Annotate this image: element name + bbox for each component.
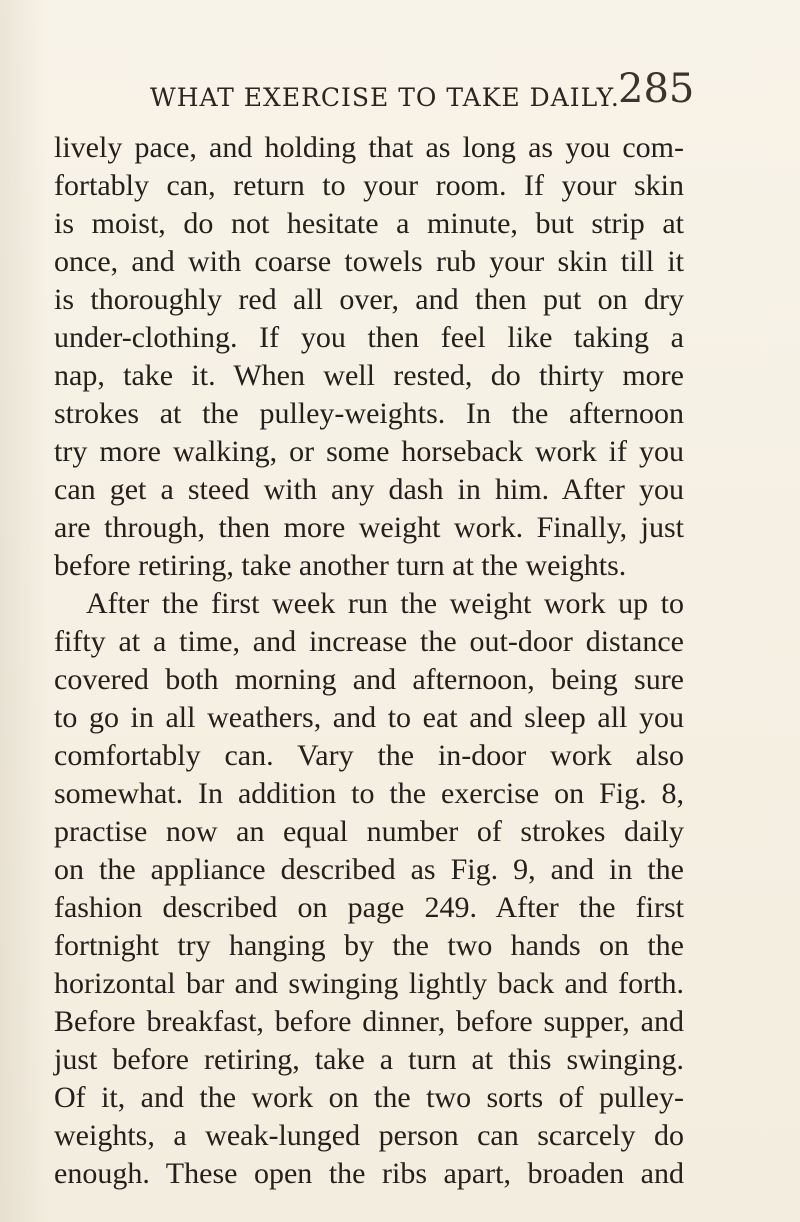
text-line: weights, a weak-lunged person can scarcely do <box>54 1119 684 1152</box>
text-line: Before breakfast, before dinner, before supper, and <box>54 1005 684 1038</box>
text-line: covered both morning and afternoon, being sure <box>54 663 684 696</box>
text-line: fifty at a time, and increase the out-door distance <box>54 625 684 658</box>
text-line: somewhat. In addition to the exercise on Fig. 8, <box>54 777 684 810</box>
text-line: nap, take it. When well rested, do thirty more <box>54 359 684 392</box>
text-line: try more walking, or some horseback work if you <box>54 435 684 468</box>
text-line: once, and with coarse towels rub your skin till it <box>54 245 684 278</box>
text-line: Of it, and the work on the two sorts of pulley- <box>54 1081 684 1114</box>
text-line: under-clothing. If you then feel like taking a <box>54 321 684 354</box>
text-line: horizontal bar and swinging lightly back and forth. <box>54 967 684 1000</box>
text-line: fortably can, return to your room. If your skin <box>54 169 684 202</box>
text-line: enough. These open the ribs apart, broaden and <box>54 1157 684 1190</box>
text-line: is moist, do not hesitate a minute, but strip at <box>54 207 684 240</box>
text-line: just before retiring, take a turn at this swinging. <box>54 1043 684 1076</box>
text-line: fashion described on page 249. After the first <box>54 891 684 924</box>
text-line: After the first week run the weight work up to <box>86 587 684 620</box>
text-line: can get a steed with any dash in him. After you <box>54 473 684 506</box>
text-line: is thoroughly red all over, and then put on dry <box>54 283 684 316</box>
text-line: are through, then more weight work. Finally, just <box>54 511 684 544</box>
body-text <box>54 128 684 1208</box>
text-line: lively pace, and holding that as long as you com- <box>54 131 684 164</box>
text-line: fortnight try hanging by the two hands on the <box>54 929 684 962</box>
text-line: on the appliance described as Fig. 9, and in the <box>54 853 684 886</box>
text-line: to go in all weathers, and to eat and sleep all you <box>54 701 684 734</box>
running-head: WHAT EXERCISE TO TAKE DAILY. <box>150 83 620 112</box>
page-number: 285 <box>618 66 695 112</box>
text-line: before retiring, take another turn at the weights. <box>54 549 627 582</box>
text-line: comfortably can. Vary the in-door work also <box>54 739 684 772</box>
text-line: practise now an equal number of strokes daily <box>54 815 684 848</box>
text-line: strokes at the pulley-weights. In the afternoon <box>54 397 684 430</box>
